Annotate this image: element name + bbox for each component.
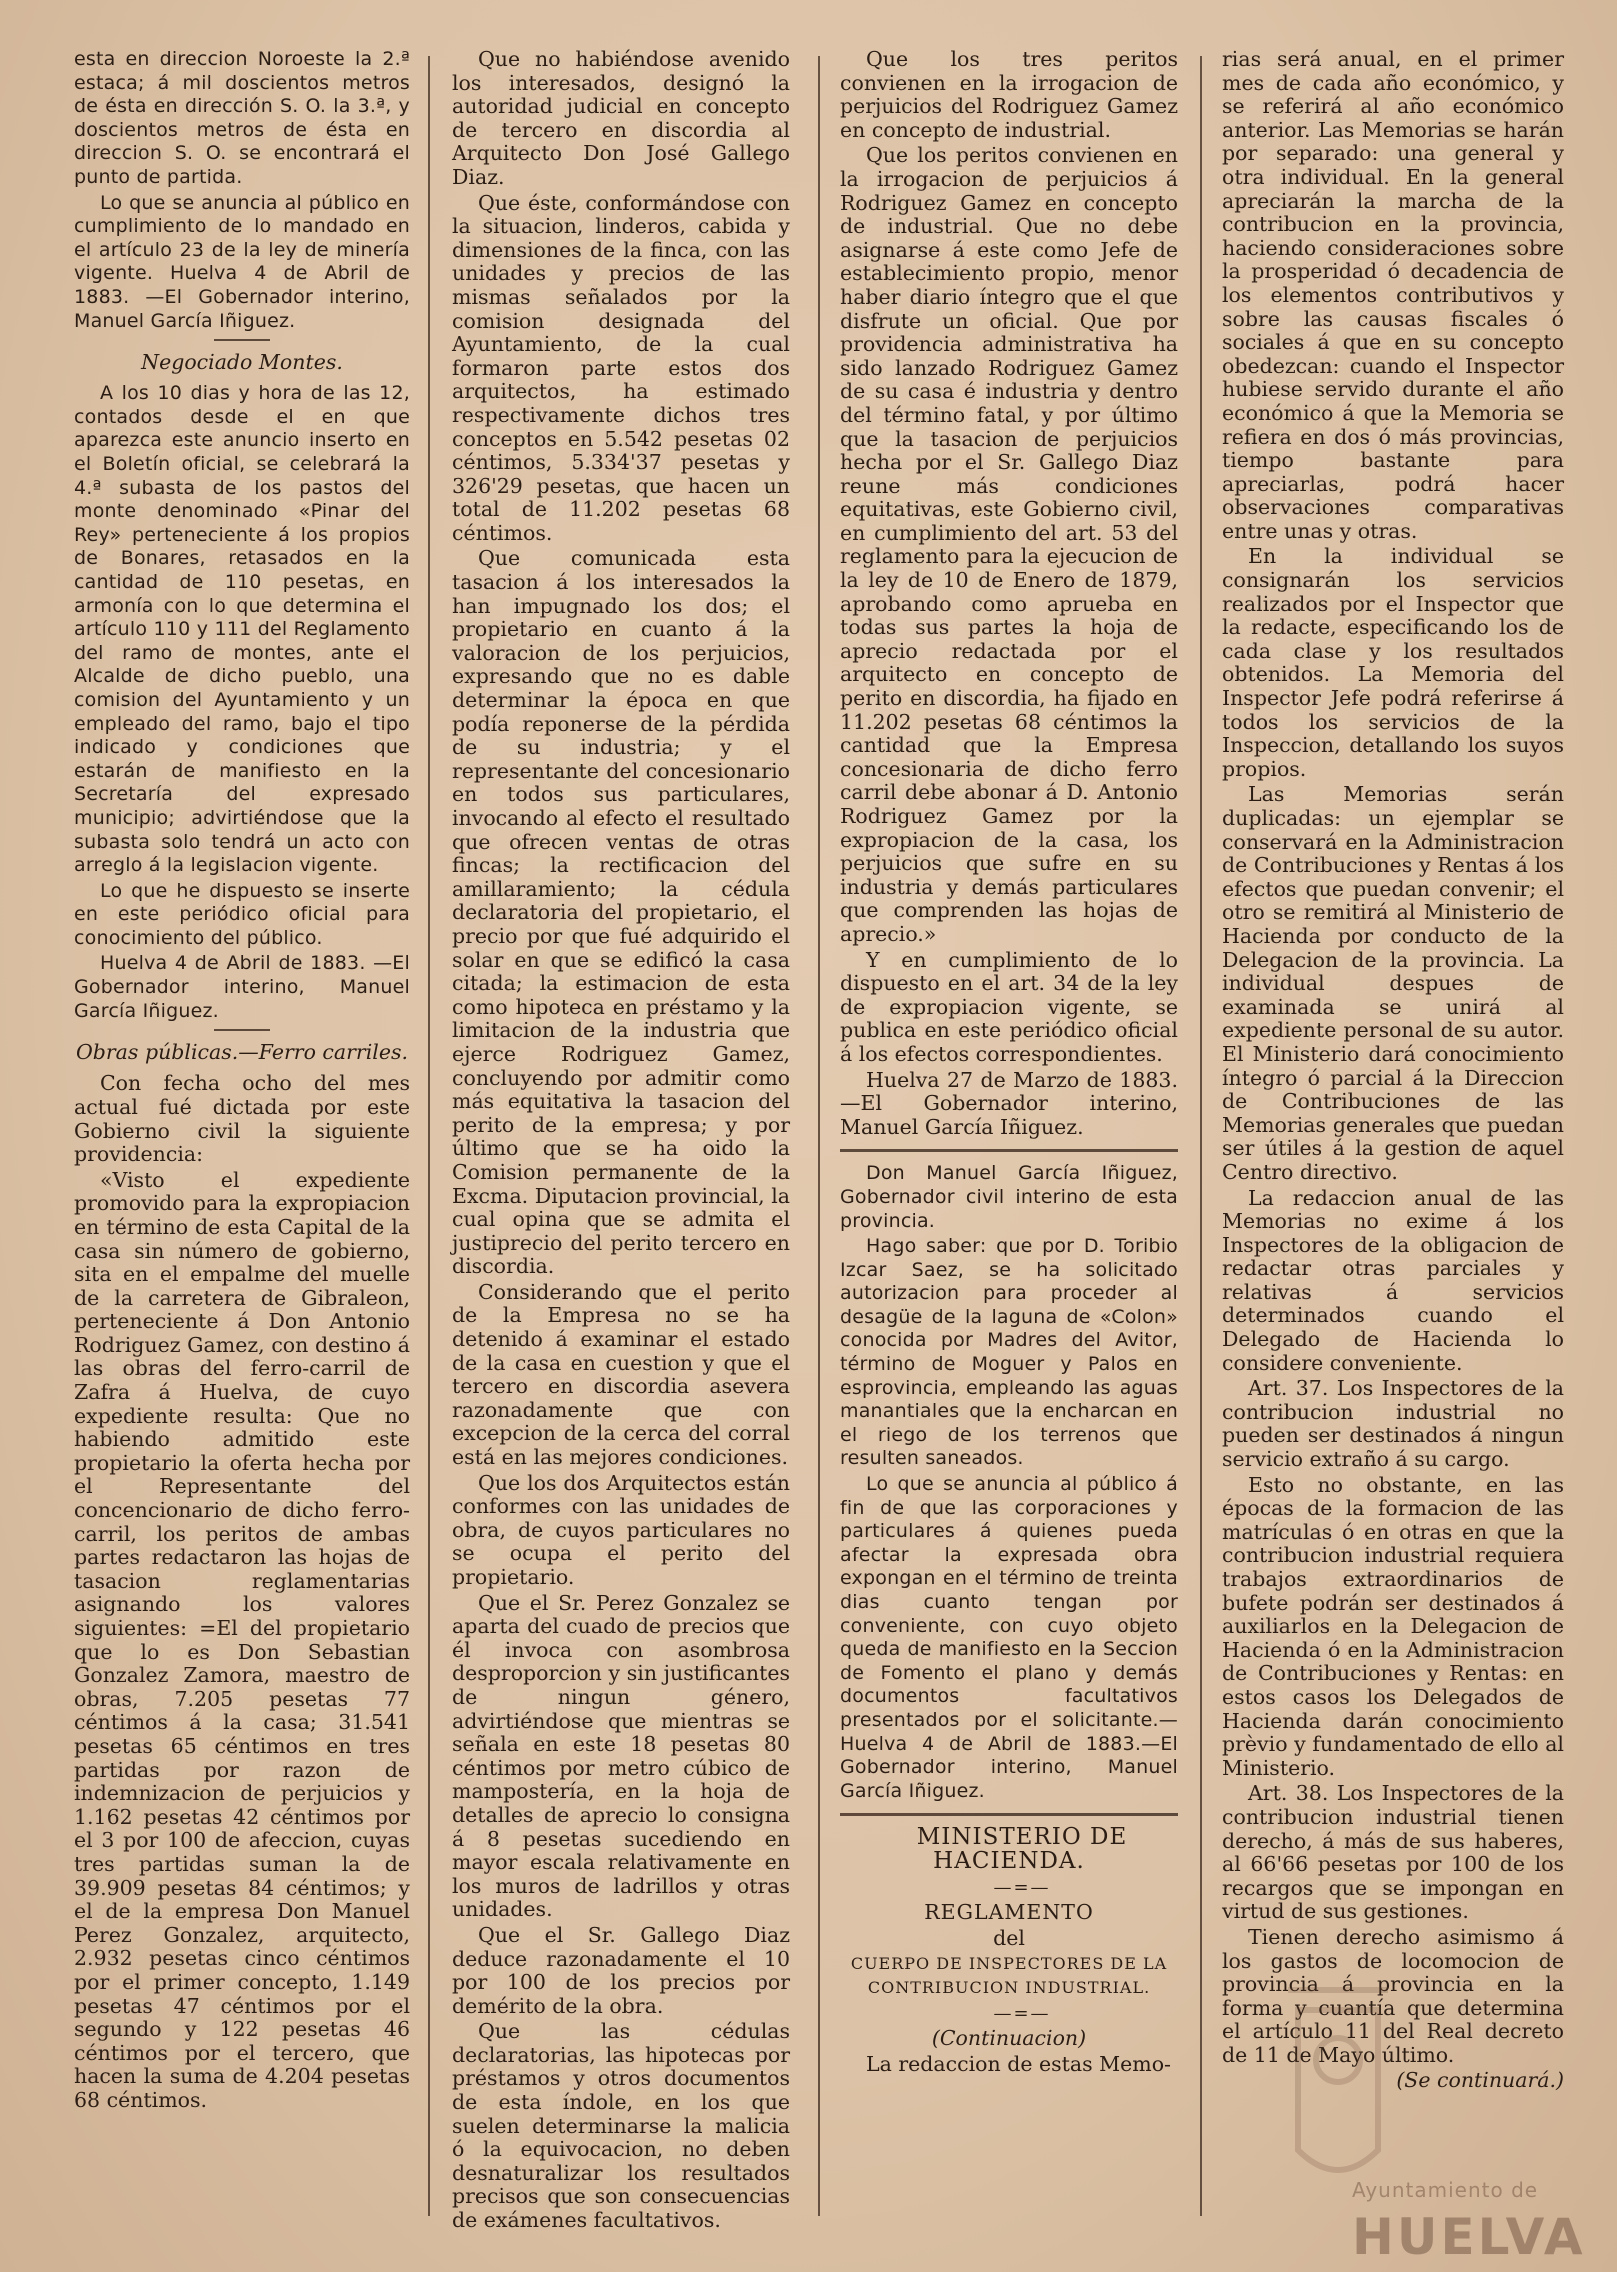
divider: [214, 1029, 270, 1031]
paragraph: Hago saber: que por D. Toribio Izcar Saez, se ha solicitado autorizacion para proceder al desagüe de la laguna de «Colon» conocida por Madres del Avitor, término de Moguer y Palos en esprovincia, empleando las aguas manantiales que la encharcan en el riego de los terrenos que resulten saneados.: [840, 1235, 1178, 1470]
paragraph: Esto no obstante, en las épocas de la formacion de las matrículas ó en otras en que la contribucion industrial requiera trabajos extraordinarios de bufete podrán ser destinados á auxiliarlos en la Delegacion de Hacienda ó en la Administracion de Contribuciones y Rentas: en estos casos los Delegados de Hacienda darán conocimiento prèvio y fundamentado de ello al Ministerio.: [1222, 1472, 1564, 1780]
watermark-logo-text: HUELVA: [1352, 2208, 1586, 2266]
paragraph: La redaccion de estas Memo-: [866, 2051, 1171, 2076]
paragraph: Lo que se anuncia al público en cumplimiento de lo mandado en el artículo 23 de la ley de minería vigente. Huelva 4 de Abril de 1883. —El Gobernador interino, Manuel García Iñiguez.: [74, 191, 410, 332]
paragraph: Que los peritos convienen en la irrogacion de perjuicios á Rodriguez Gamez en concepto de industrial. Que no debe asignarse á este como Jefe de establecimiento propio, menor haber diario íntegro que el que disfrute un oficial. Que por providencia administrativa ha sido lanzado Rodriguez Gamez de su casa é industria y dentro del término fatal, y por último que la tasacion de perjuicios hecha por el Sr. Gallego Diaz reune más condiciones equitativas, este Gobierno civil, en cumplimiento del art. 53 del reglamento para la ejecucion de la ley de 10 de Enero de 1879, aprobando como aprueba en todas sus partes la hoja de aprecio redactada por el arquitecto en concepto de perito en discordia, ha fijado en 11.202 pesetas 68 céntimos la cantidad que la Empresa concesionaria de dicho ferro carril debe abonar á D. Antonio Rodriguez Gamez por la expropiacion de la casa, los perjuicios que sufre en su industria y demás particulares que comprenden las hojas de aprecio.»: [840, 143, 1178, 946]
paragraph: esta en direccion Noroeste la 2.ª estaca; á mil doscientos metros de ésta en dirección S. O. la 3.ª, y doscientos metros de ésta en direccion S. O. se encontrará el punto de partida.: [74, 48, 410, 188]
paragraph: Art. 37. Los Inspectores de la contribucion industrial no pueden ser destinados á ningun servicio extraño á su cargo.: [1222, 1376, 1564, 1472]
paragraph: La redaccion anual de las Memorias no exime á los Inspectores de la obligacion de redactar otras parciales y relativas á servicios determinados cuando el Delegado de Hacienda lo considere conveniente.: [1222, 1185, 1564, 1375]
paragraph: Don Manuel García Iñiguez, Gobernador civil interino de esta provincia.: [840, 1162, 1178, 1232]
paragraph: Considerando que el perito de la Empresa no se ha detenido á examinar el estado de la casa en cuestion y que el tercero en discordia asevera razonadamente que con excepcion de la cerca del corral está en las mejores condiciones.: [452, 1279, 790, 1470]
paragraph: Que los tres peritos convienen en la irrogacion de perjuicios del Rodriguez Gamez en concepto de industrial.: [840, 47, 1178, 142]
column-2: [452, 47, 790, 2233]
paragraph: Con fecha ocho del mes actual fué dictada por este Gobierno civil la siguiente providencia:: [74, 1071, 410, 1167]
paragraph: rias será anual, en el primer mes de cada año económico, y se referirá al año económico anterior. Las Memorias se harán por separado: una general y otra individual. En la general apreciarán la marcha de la contribucion en la provincia, haciendo consideraciones sobre la prosperidad ó decadencia de los elementos contributivos y sobre las causas fiscales ó sociales á que en su concepto obedezcan: cuando el Inspector hubiese servido durante el año económico á que la Memoria se refiera en dos ó más provincias, tiempo bastante para apreciarlas, podrá hacer observaciones comparativas entre unas y otras.: [1222, 47, 1564, 543]
paragraph: Que las cédulas declaratorias, las hipotecas por préstamos y otros documentos de esta índole, en los que suelen determinarse la malicia ó la equivocacion, no deben desnaturalizar los resultados precisos que son consecuencias de exámenes facultativos.: [452, 2019, 790, 2233]
paragraph: Que éste, conformándose con la situacion, linderos, cabida y dimensiones de la finca, con las unidades y precios de las mismas señalados por la comision designada del Ayuntamiento, de la cual formaron parte estos dos arquitectos, ha estimado respectivamente dichos tres conceptos en 5.542 pesetas 02 céntimos, 5.334'37 pesetas y 326'29 pesetas, que hacen un total de 11.202 pesetas 68 céntimos.: [452, 190, 790, 545]
paragraph: «Visto el expediente promovido para la expropiacion en término de esta Capital de la casa sin número de gobierno, sita en el empalme del muelle de la carretera de Gibraleon, perteneciente á Don Antonio Rodriguez Gamez, con destino á las obras del ferro-carril de Zafra á Huelva, de cuyo expediente resulta: Que no habiendo admitido este propietario la oferta hecha por el Representante del concencionario de dicho ferro-carril, los peritos de ambas partes redactaron las hojas de tasacion reglamentarias asignando los valores siguientes: =El del propietario que lo es Don Sebastian Gonzalez Zamora, maestro de obras, 7.205 pesetas 77 céntimos á la casa; 31.541 pesetas 65 céntimos en tres partidas por razon de indemnizacion de perjuicios y 1.162 pesetas 42 céntimos por el 3 por 100 de afeccion, cuyas tres partidas suman la de 39.909 pesetas 84 céntimos; y el de la empresa Don Manuel Perez Gonzalez, arquitecto, 2.932 pesetas cinco céntimos por el primer concepto, 1.149 pesetas 47 céntimos por el segundo y 122 pesetas 46 céntimos por el tercero, que hacen la suma de 4.204 pesetas 68 céntimos.: [74, 1167, 410, 2112]
watermark-caption: Ayuntamiento de: [1352, 2178, 1539, 2202]
paragraph: Que no habiéndose avenido los interesados, designó la autoridad judicial en concepto de tercero en discordia al Arquitecto Don José Gallego Diaz.: [452, 47, 790, 189]
column-4: [1222, 48, 1564, 2212]
ornament: —=—: [993, 1876, 1051, 1898]
paragraph: Que comunicada esta tasacion á los interesados la han impugnado los dos; el propietario en cuanto á la valoracion de los perjuicios, expresando que no es dable determinar la época en que podía reponerse de la pérdida de su industria; y el representante del concesionario en todos sus particulares, invocando al efecto el resultado que ofrecen ventas de otras fincas; la rectificacion del amillaramiento; la cédula declaratoria del propietario, el precio por que fué adquirido el solar en que se edificó la casa citada; la estimacion de esta como hipoteca en préstamo y la limitacion de la industria que ejerce Rodriguez Gamez, concluyendo por admitir como más equitativa la tasacion del perito de la empresa; y por último que se ha oido la Comision permanente de la Excma. Diputacion provincial, la cual opina que se admita el justiprecio del perito tercero en discordia.: [452, 546, 790, 1279]
paragraph: Lo que he dispuesto se inserte en este periódico oficial para conocimiento del público.: [74, 879, 410, 949]
ministry-heading: MINISTERIO DE HACIENDA.: [916, 1824, 1128, 1874]
city-seal-watermark: [1238, 1950, 1608, 2250]
section-heading: Obras públicas.—Ferro carriles.: [75, 1039, 409, 1064]
paragraph: A los 10 dias y hora de las 12, contados desde el en que aparezca este anuncio inserto en el Boletín oficial, se celebrará la 4.ª subasta de los pastos del monte denominado «Pinar del Rey» perteneciente á los propios de Bonares, retasados en la cantidad de 110 pesetas, en armonía con lo que determina el artículo 110 y 111 del Reglamento del ramo de montes, ante el Alcalde de dicho pueblo, una comision del Ayuntamiento y un empleado del ramo, bajo el tipo indicado y condiciones que estarán de manifiesto en la Secretaría del expresado municipio; advirtiéndose que la subasta solo tendrá un acto con arreglo á la legislacion vigente.: [74, 382, 410, 877]
paragraph: Que los dos Arquitectos están conformes con las unidades de obra, de cuyos particulares no se ocupa el perito del propietario.: [452, 1470, 790, 1589]
paragraph: Y en cumplimiento de lo dispuesto en el art. 34 de la ley de expropiacion vigente, se publica en este periódico oficial á los efectos correspondientes.: [840, 947, 1178, 1066]
paragraph: Huelva 27 de Marzo de 1883. —El Gobernador interino, Manuel García Iñiguez.: [840, 1067, 1178, 1139]
paragraph: Tienen derecho asimismo á los gastos de locomocion de provincia á provincia en la forma y cuantía que determina el artículo 11 del Real decreto de 11 de Mayo último.: [1222, 1924, 1564, 2067]
section-heading: Negociado Montes.: [141, 349, 343, 374]
continuacion-note: (Continuacion): [931, 2026, 1087, 2051]
paragraph: Que el Sr. Perez Gonzalez se aparta del cuado de precios que él invoca con asombrosa desproporcion y sin justificantes de ningun género, advirtiéndose que mientras se señala en este 18 pesetas 80 céntimos por metro cúbico de mampostería, en la hoja de detalles de aprecio lo consigna á 8 pesetas sucediendo en mayor escala relativamente en los muros de ladrillos y otras unidades.: [452, 1590, 790, 1922]
paragraph: Las Memorias serán duplicadas: un ejemplar se conservará en la Administracion de Contribuciones y Rentas á los efectos que puedan convenir; el otro se remitirá al Ministerio de Hacienda por conducto de la Delegacion de la provincia. La individual despues de examinada se unirá al expediente personal de su autor. El Ministerio dará conocimiento íntegro ó parcial á la Direccion de Contribuciones de las Memorias generales que puedan ser útiles á la gestion de aquel Centro directivo.: [1222, 782, 1564, 1184]
paragraph: Art. 38. Los Inspectores de la contribucion industrial tienen derecho, á más de sus haberes, al 66'66 pesetas por 100 de los recargos que se impongan en virtud de sus gestiones.: [1222, 1781, 1564, 1924]
divider: [840, 1149, 1178, 1152]
divider: [214, 339, 270, 341]
continues-note: (Se continuará.): [1396, 2068, 1564, 2093]
paragraph: Lo que se anuncia al público á fin de que las corporaciones y particulares á quienes pueda afectar la expresada obra expongan en el término de treinta dias cuanto tengan por conveniente, con cuyo objeto queda de manifiesto en la Seccion de Fomento el plano y demás documentos facultativos presentados por el solicitante.—Huelva 4 de Abril de 1883.—El Gobernador interino, Manuel García Iñiguez.: [840, 1473, 1178, 1802]
column-3: [840, 48, 1178, 2212]
paragraph: Huelva 4 de Abril de 1883. —El Gobernador interino, Manuel García Iñiguez.: [74, 952, 410, 1022]
column-rule-1: [428, 56, 430, 2216]
reglamento-del: del: [993, 1925, 1025, 1950]
paragraph: En la individual se consignarán los servicios realizados por el Inspector que la redacte, especificando los de cada clase y los resultados obtenidos. La Memoria del Inspector Jefe podrá referirse á todos los servicios de la Inspeccion, detallando los suyos propios.: [1222, 544, 1564, 781]
column-1: [74, 48, 410, 2212]
reglamento-subtitle: CUERPO DE INSPECTORES DE LA CONTRIBUCION INDUSTRIAL.: [850, 1954, 1168, 1997]
divider: [840, 1813, 1178, 1816]
paragraph: Que el Sr. Gallego Diaz deduce razonadamente el 10 por 100 de los precios por demérito de la obra.: [452, 1922, 790, 2018]
reglamento-title: REGLAMENTO: [924, 1900, 1094, 1925]
column-rule-3: [1200, 56, 1202, 2216]
column-rule-2: [818, 56, 820, 2216]
ornament: —=—: [993, 2002, 1051, 2024]
